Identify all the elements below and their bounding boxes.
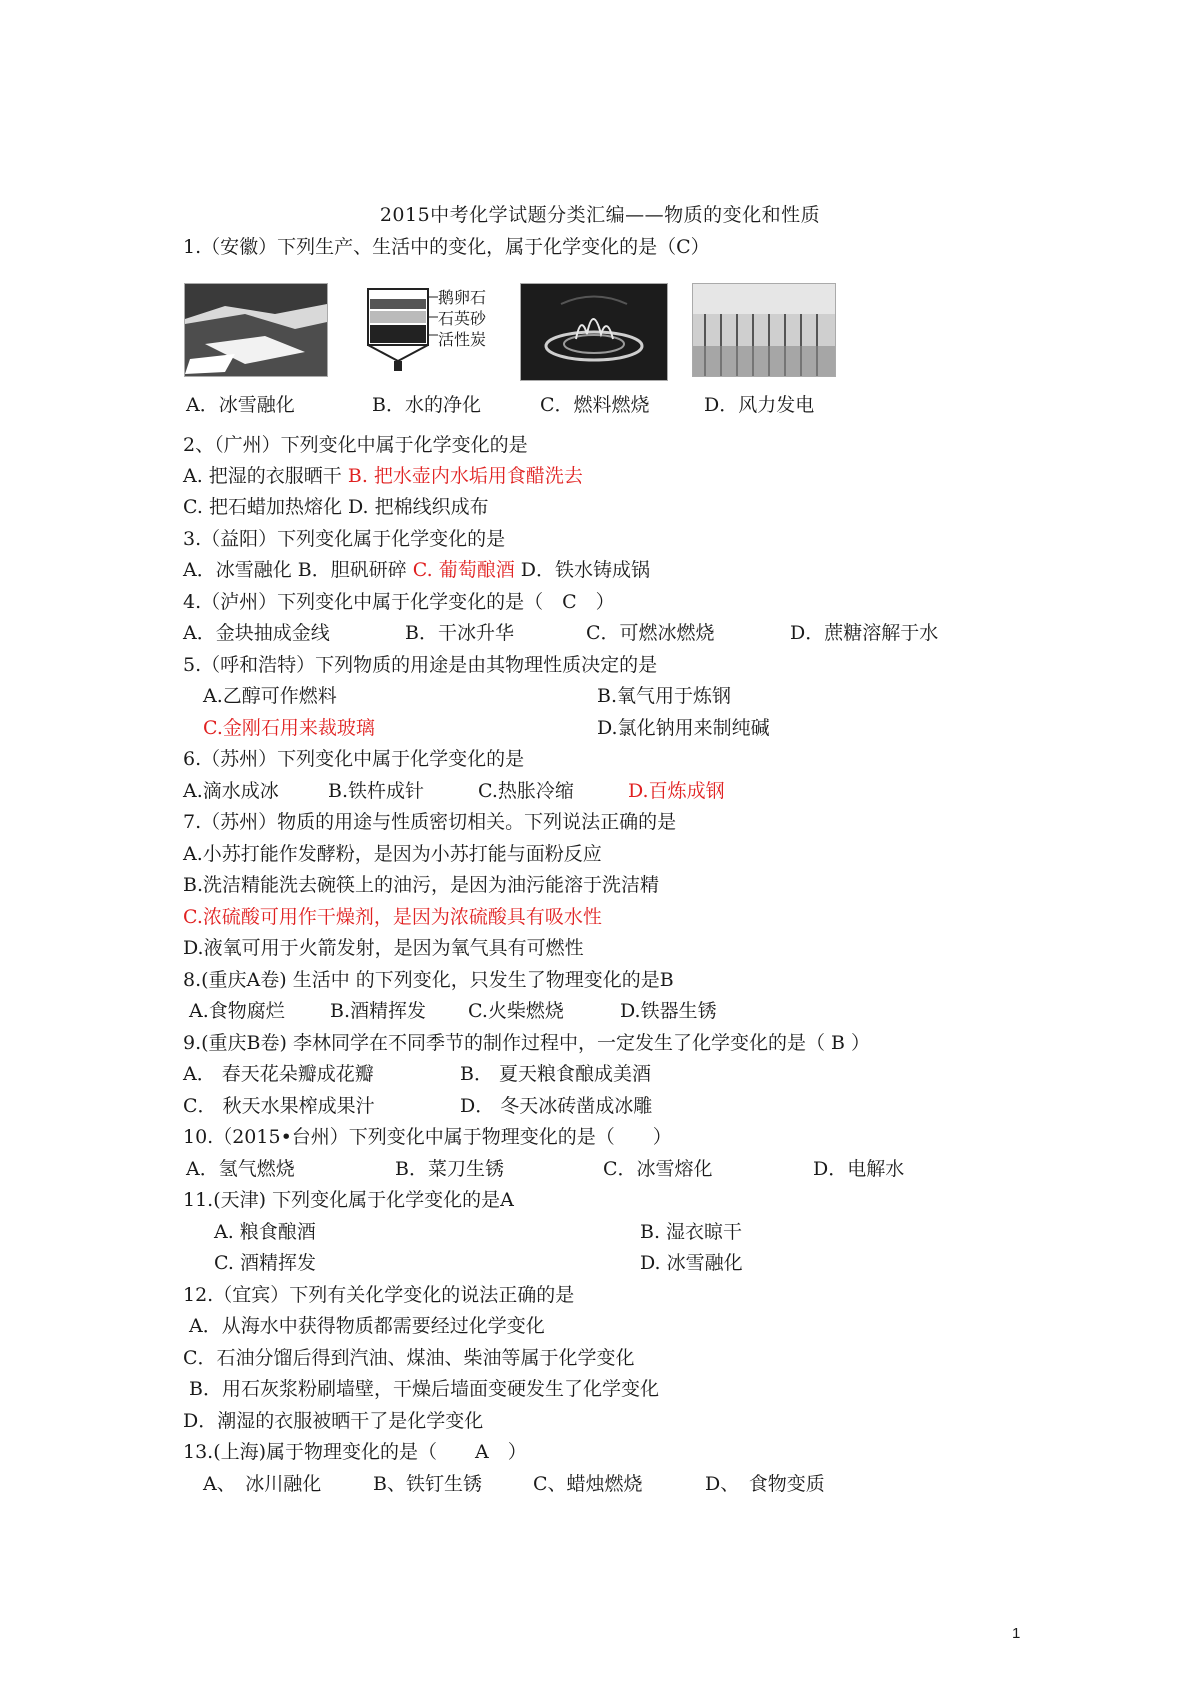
q13-option-a: A、 冰川融化	[203, 1473, 322, 1495]
water-purifier-diagram	[362, 283, 504, 375]
q6-option-c: C.热胀冷缩	[478, 780, 574, 802]
question-7-stem: 7.（苏州）物质的用途与性质密切相关。下列说法正确的是	[183, 811, 677, 833]
q1-option-d: D．风力发电	[704, 394, 815, 416]
fuel-burning-photo	[520, 283, 668, 381]
q13-option-b: B、铁钉生锈	[373, 1473, 482, 1495]
q3-option-ab: A．冰雪融化 B．胆矾研碎	[183, 559, 407, 581]
q11-option-c: C. 酒精挥发	[214, 1252, 316, 1274]
q12-option-b: B．用石灰浆粉刷墙壁，干燥后墙面变硬发生了化学变化	[189, 1378, 659, 1400]
q10-option-c: C．冰雪熔化	[603, 1158, 713, 1180]
q8-option-d: D.铁器生锈	[620, 1000, 717, 1022]
question-11-stem: 11.(天津) 下列变化属于化学变化的是A	[183, 1189, 514, 1211]
question-5-stem: 5.（呼和浩特）下列物质的用途是由其物理性质决定的是	[183, 654, 658, 676]
wind-power-photo	[692, 283, 836, 377]
q2-option-b-answer: B. 把水壶内水垢用食醋洗去	[347, 465, 583, 487]
q1-option-b: B．水的净化	[372, 394, 481, 416]
q12-option-a: A．从海水中获得物质都需要经过化学变化	[189, 1315, 545, 1337]
q11-option-b: B. 湿衣晾干	[640, 1221, 743, 1243]
q5-option-a: A.乙醇可作燃料	[203, 685, 337, 707]
activated-carbon-label: 活性炭	[438, 330, 487, 349]
q12-option-c: C．石油分馏后得到汽油、煤油、柴油等属于化学变化	[183, 1347, 635, 1369]
page-title: 2015中考化学试题分类汇编——物质的变化和性质	[379, 204, 821, 226]
q11-option-a: A. 粮食酿酒	[214, 1221, 316, 1243]
quartz-sand-label: 石英砂	[438, 309, 487, 328]
q7-option-c-answer: C.浓硫酸可用作干燥剂，是因为浓硫酸具有吸水性	[183, 906, 602, 928]
q1-option-a: A．冰雪融化	[186, 394, 295, 416]
question-3-options	[183, 557, 650, 583]
q4-option-a: A．金块抽成金线	[183, 622, 330, 644]
q9-option-d: D． 冬天冰砖凿成冰雕	[460, 1095, 653, 1117]
question-9-stem: 9.(重庆B卷) 李林同学在不同季节的制作过程中，一定发生了化学变化的是（ B ）	[183, 1032, 870, 1054]
q12-option-d: D．潮湿的衣服被晒干了是化学变化	[183, 1410, 484, 1432]
q3-option-d: D．铁水铸成锅	[520, 559, 651, 581]
q13-option-d: D、 食物变质	[705, 1473, 825, 1495]
question-4-stem: 4.（泸州）下列变化中属于化学变化的是（ C ）	[183, 591, 615, 613]
q3-option-c-answer: C. 葡萄酿酒	[412, 559, 515, 581]
q4-option-d: D．蔗糖溶解于水	[790, 622, 939, 644]
question-10-stem: 10.（2015•台州）下列变化中属于物理变化的是（ ）	[183, 1126, 672, 1148]
q6-option-d-answer: D.百炼成钢	[628, 780, 725, 802]
question-6-stem: 6.（苏州）下列变化中属于化学变化的是	[183, 748, 525, 770]
question-2-options-line-2: C. 把石蜡加热熔化 D. 把棉线织成布	[183, 496, 489, 518]
question-2-stem: 2、（广州）下列变化中属于化学变化的是	[183, 434, 528, 456]
q6-option-b: B.铁杵成针	[328, 780, 425, 802]
q2-option-a: A. 把湿的衣服晒干	[183, 465, 342, 487]
q7-option-b: B.洗洁精能洗去碗筷上的油污，是因为油污能溶于洗洁精	[183, 874, 660, 896]
q9-option-b: B． 夏天粮食酿成美酒	[460, 1063, 652, 1085]
q13-option-c: C、蜡烛燃烧	[533, 1473, 643, 1495]
page-number: 1	[1012, 1625, 1021, 1642]
q7-option-a: A.小苏打能作发酵粉，是因为小苏打能与面粉反应	[183, 843, 602, 865]
q8-option-b: B.酒精挥发	[330, 1000, 427, 1022]
ice-melting-photo	[184, 283, 328, 377]
q5-option-d: D.氯化钠用来制纯碱	[597, 717, 770, 739]
q1-option-c: C．燃料燃烧	[540, 394, 650, 416]
q5-option-c-answer: C.金刚石用来裁玻璃	[203, 717, 375, 739]
q10-option-a: A．氢气燃烧	[186, 1158, 295, 1180]
q9-option-a: A． 春天花朵瓣成花瓣	[183, 1063, 374, 1085]
q11-option-d: D. 冰雪融化	[640, 1252, 743, 1274]
pebble-label: 鹅卵石	[438, 288, 487, 307]
q10-option-b: B．菜刀生锈	[395, 1158, 504, 1180]
q6-option-a: A.滴水成冰	[183, 780, 279, 802]
q10-option-d: D．电解水	[813, 1158, 905, 1180]
question-13-stem: 13.(上海)属于物理变化的是（ A ）	[183, 1441, 527, 1463]
question-12-stem: 12.（宜宾）下列有关化学变化的说法正确的是	[183, 1284, 575, 1306]
q7-option-d: D.液氧可用于火箭发射，是因为氧气具有可燃性	[183, 937, 584, 959]
q8-option-c: C.火柴燃烧	[468, 1000, 564, 1022]
question-3-stem: 3.（益阳）下列变化属于化学变化的是	[183, 528, 506, 550]
q4-option-b: B．干冰升华	[405, 622, 514, 644]
q4-option-c: C．可燃冰燃烧	[586, 622, 715, 644]
question-2-options-line-1	[183, 463, 583, 489]
question-1-stem: 1.（安徽）下列生产、生活中的变化，属于化学变化的是（C）	[183, 236, 710, 258]
question-8-stem: 8.(重庆A卷) 生活中 的下列变化，只发生了物理变化的是B	[183, 969, 674, 991]
q8-option-a: A.食物腐烂	[189, 1000, 285, 1022]
q5-option-b: B.氧气用于炼钢	[597, 685, 732, 707]
q9-option-c: C． 秋天水果榨成果汁	[183, 1095, 375, 1117]
